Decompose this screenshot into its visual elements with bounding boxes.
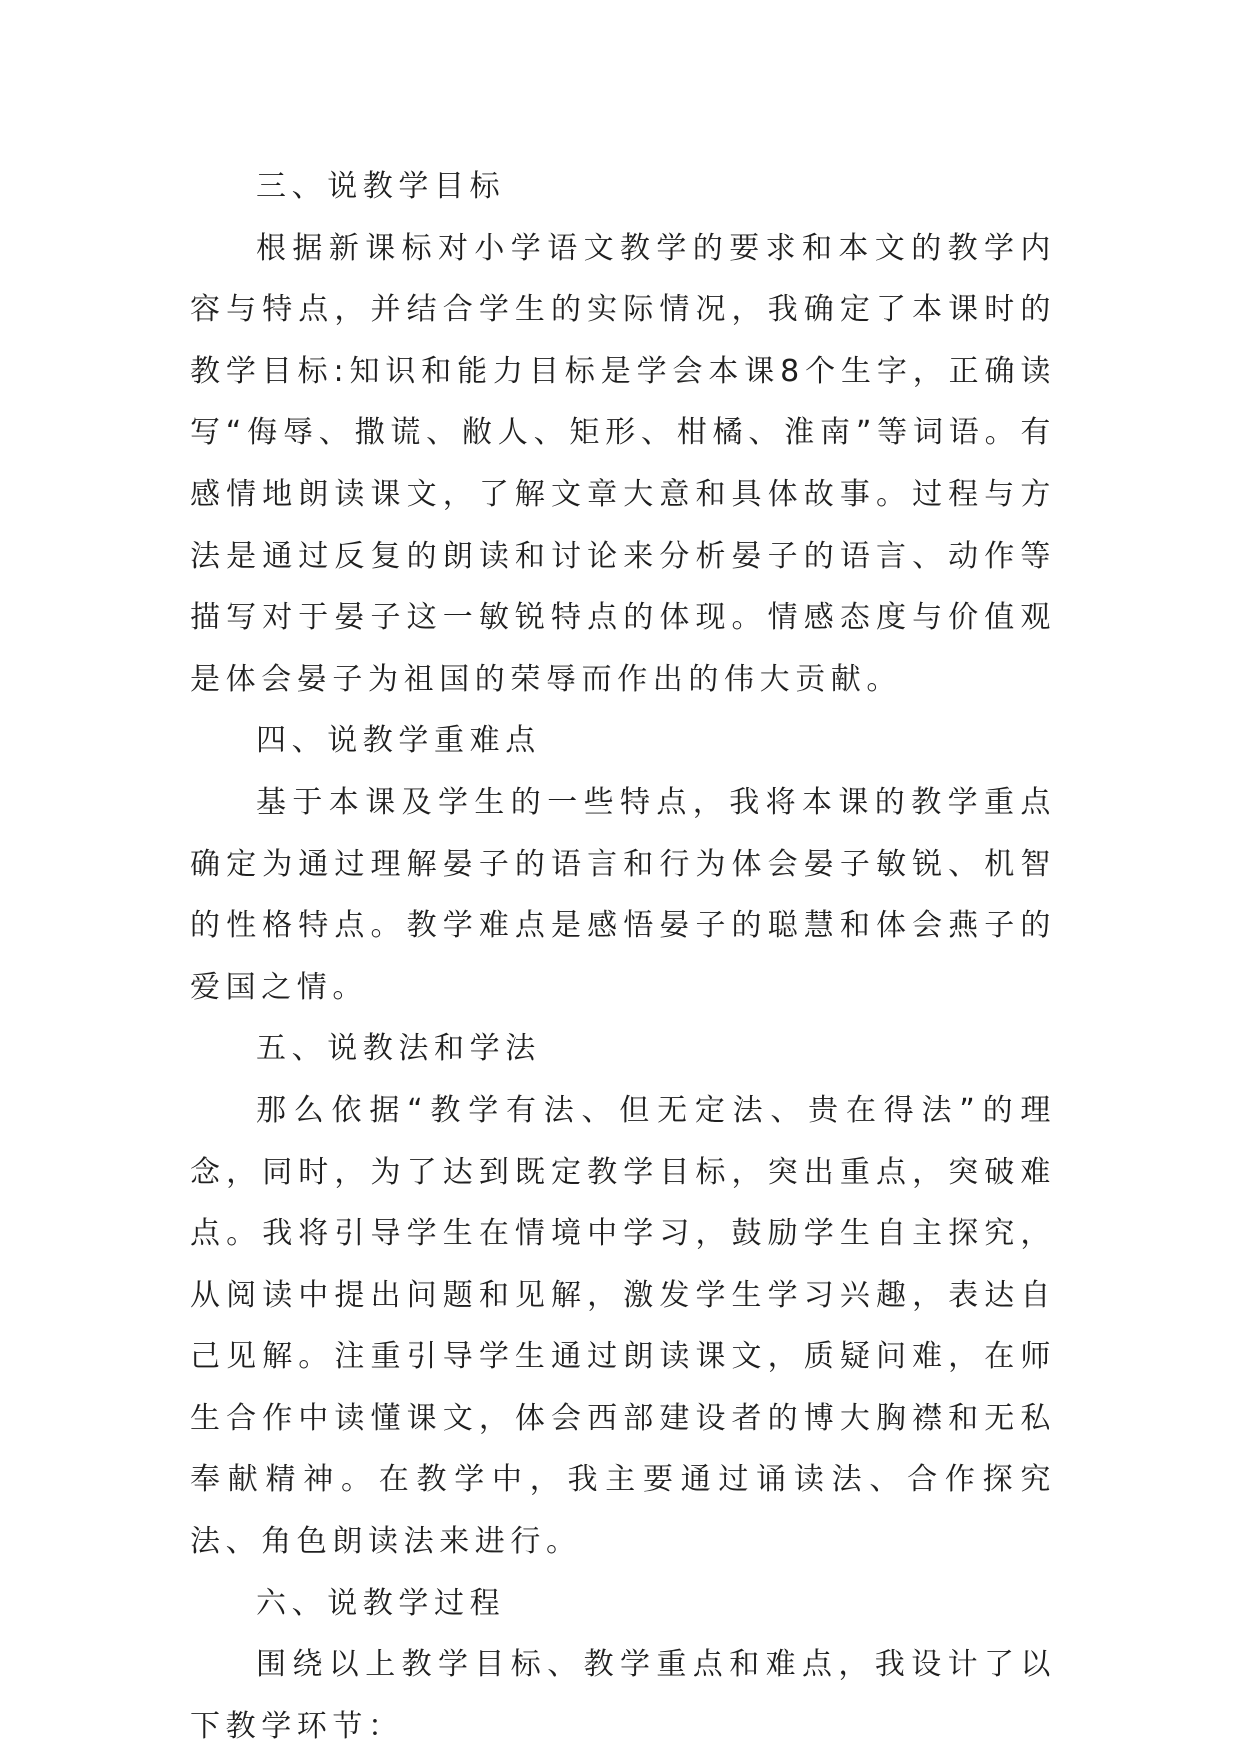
section-heading-methods: 五、说教法和学法 xyxy=(256,1031,541,1067)
section-paragraph-process: 围绕以上教学目标、教学重点和难点，我设计了以下教学环节： xyxy=(190,1647,1056,1744)
section-heading-process: 六、说教学过程 xyxy=(256,1585,506,1621)
section-paragraph-teaching-objectives: 根据新课标对小学语文教学的要求和本文的教学内容与特点，并结合学生的实际情况，我确定了本课时的教学目标:知识和能力目标是学会本课8个生字，正确读写“侮辱、撒谎、敝人、矩形、柑橘、淮南”等词语。有感情地朗读课文，了解文章大意和具体故事。过程与方法是通过反复的朗读和讨论来分析晏子的语言、动作等描写对于晏子这一敏锐特点的体现。情感态度与价值观是体会晏子为祖国的荣辱而作出的伟大贡献。 xyxy=(190,230,1056,697)
section-paragraph-key-points: 基于本课及学生的一些特点，我将本课的教学重点确定为通过理解晏子的语言和行为体会晏子敏锐、机智的性格特点。教学难点是感悟晏子的聪慧和体会燕子的爱国之情。 xyxy=(190,784,1056,1005)
section-heading-key-points: 四、说教学重难点 xyxy=(256,723,541,759)
section-heading-teaching-objectives: 三、说教学目标 xyxy=(256,169,506,204)
document-body xyxy=(190,156,1056,1757)
section-paragraph-methods: 那么依据“教学有法、但无定法、贵在得法”的理念，同时，为了达到既定教学目标，突出重点，突破难点。我将引导学生在情境中学习，鼓励学生自主探究，从阅读中提出问题和见解，激发学生学习兴趣，表达自己见解。注重引导学生通过朗读课文，质疑问难，在师生合作中读懂课文，体会西部建设者的博大胸襟和无私奉献精神。在教学中，我主要通过诵读法、合作探究法、角色朗读法来进行。 xyxy=(190,1092,1056,1560)
